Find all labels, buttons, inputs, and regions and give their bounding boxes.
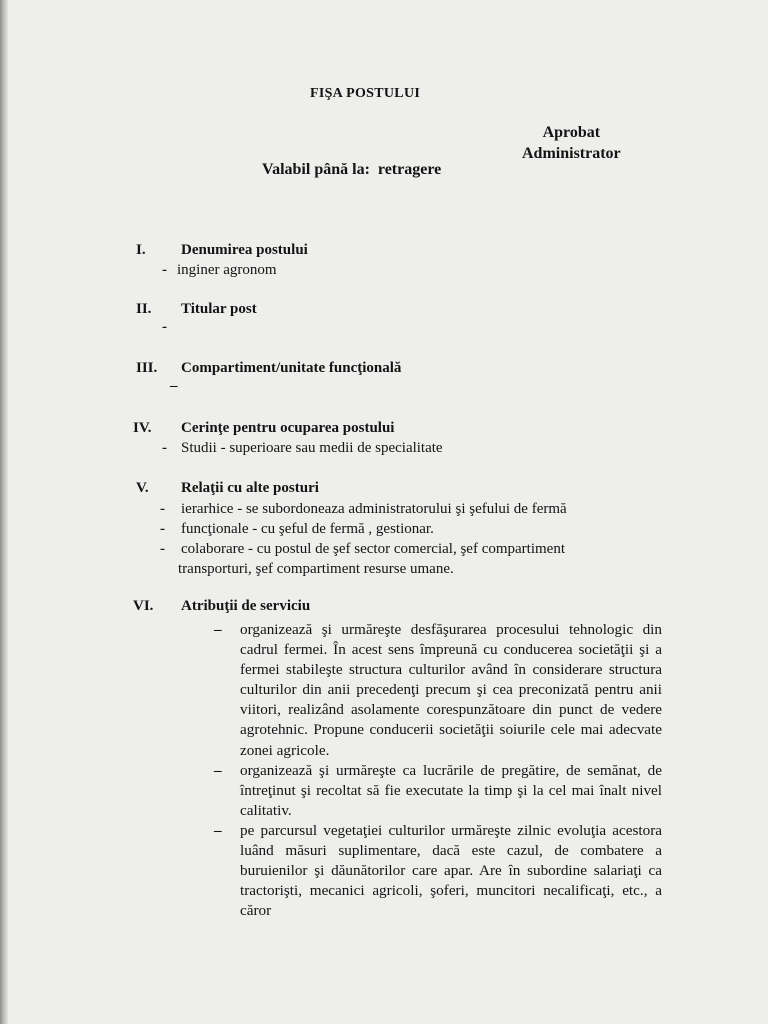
validity-line (262, 161, 441, 179)
validity-value: retragere (377, 161, 442, 178)
duty-item (214, 821, 662, 921)
list-dash: – (214, 621, 222, 638)
duty-text: organizează şi urmăreşte ca lucrările de pregătire, de semănat, de întreţinut şi recoltat să fie executate la timp şi la cel mai înalt nivel calitativ. (240, 761, 662, 819)
list-dash: - (160, 541, 165, 557)
list-dash: - (160, 501, 165, 517)
duty-item (214, 620, 662, 761)
section-number: II. (136, 301, 152, 317)
list-dash: - (162, 440, 167, 456)
list-dash: - (162, 262, 167, 278)
section-title: Denumirea postului (181, 242, 308, 258)
list-dash: – (170, 378, 178, 394)
list-dash: - (162, 319, 167, 335)
duties-list (214, 620, 662, 921)
section-item: inginer agronom (177, 262, 277, 278)
section-number: VI. (133, 598, 154, 614)
approval-role: Administrator (522, 145, 621, 162)
section-number: V. (136, 480, 149, 496)
relation-item: funcţionale - cu şeful de fermă , gestionar. (181, 521, 434, 537)
section-title: Cerinţe pentru ocuparea postului (181, 420, 395, 436)
duty-item (214, 761, 662, 821)
relation-continuation: transporturi, şef compartiment resurse umane. (178, 561, 454, 577)
section-item: Studii - superioare sau medii de specialitate (181, 440, 443, 456)
duty-text: pe parcursul vegetaţiei culturilor urmăreşte zilnic evoluţia acestora luând măsuri suplimentare, dacă este cazul, de combatere a buruienilor şi dăunătorilor care apar. Are în subordine salariaţi ca tractorişti, mecanici agricoli, şoferi, muncitori necalificaţi, etc., a căror (240, 821, 662, 920)
section-number: IV. (133, 420, 152, 436)
validity-label: Valabil până la: (262, 161, 370, 178)
section-number: III. (136, 360, 158, 376)
relation-item: ierarhice - se subordoneaza administratorului şi şefului de fermă (181, 501, 567, 517)
section-title: Titular post (181, 301, 257, 317)
approval-block (522, 122, 621, 164)
scan-edge-shadow (0, 0, 8, 1024)
list-dash: – (214, 821, 222, 839)
list-dash: - (160, 521, 165, 537)
document-title: FIŞA POSTULUI (310, 86, 421, 101)
approval-label: Aprobat (542, 124, 601, 141)
relation-item: colaborare - cu postul de şef sector comercial, şef compartiment (181, 541, 566, 557)
section-title: Relaţii cu alte posturi (181, 480, 319, 496)
section-number: I. (136, 242, 146, 258)
section-title: Atribuţii de serviciu (181, 598, 311, 614)
section-title: Compartiment/unitate funcţională (181, 360, 402, 376)
list-dash: – (214, 761, 222, 779)
duty-text: organizează şi urmăreşte desfăşurarea procesului tehnologic din cadrul fermei. În acest sens împreună cu conducerea societăţii şi a fermei stabileşte structura culturilor având în considerare structura culturilor din anii precedenţi precum şi cea preconizată pentru anii viitori, realizând asolamente corespunzătoare din punct de vedere agrotehnic. Propune conducerii societăţii soiurile cele mai adecvate zonei agricole. (240, 621, 662, 759)
